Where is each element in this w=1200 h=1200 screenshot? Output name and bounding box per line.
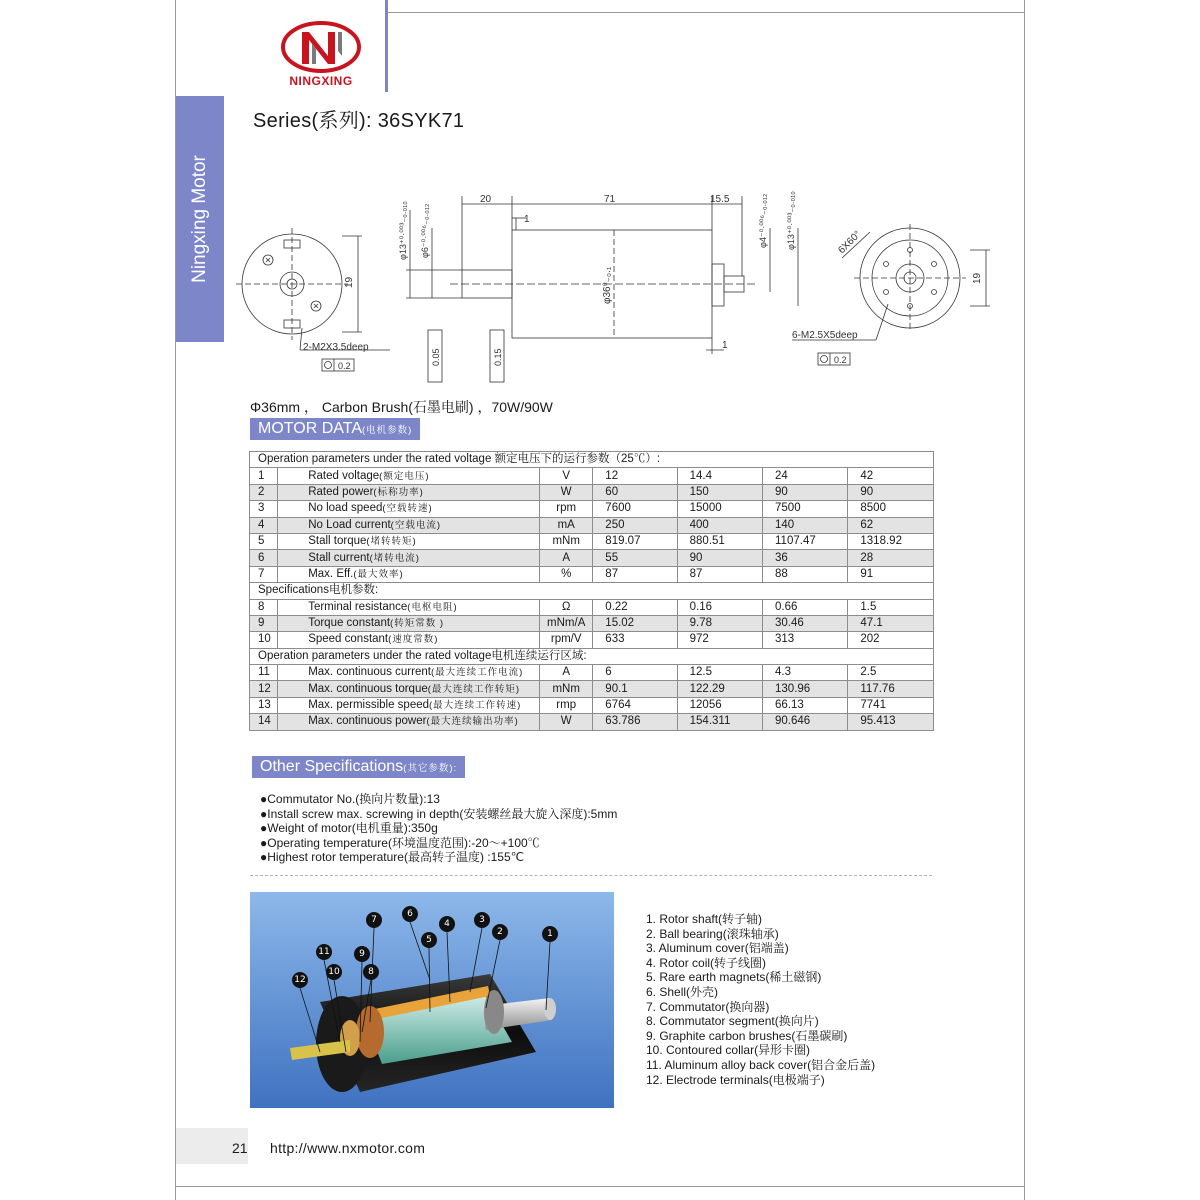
value-cell: 91: [848, 566, 934, 582]
row-number: 11: [250, 665, 278, 681]
table-row: [250, 681, 934, 697]
value-cell: 30.46: [763, 615, 848, 631]
dia-13-left: φ13⁺⁰·⁰⁰³₋₀.₀₁₀: [398, 201, 408, 260]
callout-marker: 1: [542, 926, 558, 942]
table-section-title: Operation parameters under the rated voltage 额定电压下的运行参数（25℃）:: [250, 452, 934, 468]
callout-leader: [300, 988, 320, 1052]
part-item: 2. Ball bearing(滚珠轴承): [646, 926, 779, 941]
parameter-name: Max. continuous power: [308, 715, 427, 728]
motor-data-table-body: [250, 452, 934, 731]
value-cell: 4.3: [763, 665, 848, 681]
unit-cell: rpm: [540, 501, 593, 517]
thread-label-right: 6-M2.5X5deep: [792, 330, 858, 341]
value-cell: 87: [677, 566, 762, 582]
value-cell: 1.5: [848, 599, 934, 615]
callout-marker: 11: [316, 944, 332, 960]
value-cell: 633: [593, 632, 677, 648]
row-number: 1: [250, 468, 278, 484]
header-accent-bar: [385, 0, 388, 92]
part-item: 7. Commutator(换向器): [646, 999, 770, 1014]
value-cell: 2.5: [848, 665, 934, 681]
brand-name: NINGXING: [289, 74, 353, 88]
value-cell: 7500: [763, 501, 848, 517]
callout-marker: 3: [474, 912, 490, 928]
dim-19-left: 19: [344, 276, 355, 288]
table-row: [250, 501, 934, 517]
parameter-name: No Load current: [308, 518, 391, 531]
parameter-name: Speed constant: [308, 633, 389, 646]
value-cell: 90.1: [593, 681, 677, 697]
value-cell: 90.646: [763, 714, 848, 730]
row-number: 6: [250, 550, 278, 566]
parameter-name-cn: (空载电流): [390, 519, 441, 531]
row-number: 2: [250, 484, 278, 500]
callout-marker: 5: [421, 932, 437, 948]
value-cell: 202: [848, 632, 934, 648]
value-cell: 90: [763, 484, 848, 500]
value-cell: 15000: [677, 501, 762, 517]
frame-bottom-line: [176, 1186, 1024, 1187]
value-cell: 117.76: [848, 681, 934, 697]
part-item: 8. Commutator segment(换向片): [646, 1014, 819, 1029]
tolerance-left: 0.2: [338, 361, 351, 371]
value-cell: 150: [677, 484, 762, 500]
unit-cell: W: [540, 484, 593, 500]
parameter-name-cn: (标称功率): [373, 486, 424, 498]
callout-marker: 12: [292, 972, 308, 988]
callout-marker: 9: [354, 946, 370, 962]
parameter-name-cn: (速度常数): [388, 634, 439, 646]
table-section-row: [250, 648, 934, 664]
table-row: [250, 697, 934, 713]
parameter-name-cell: [278, 714, 540, 730]
callout-leader-lines: [250, 892, 614, 1108]
table-row: [250, 550, 934, 566]
value-cell: 63.786: [593, 714, 677, 730]
value-cell: 90: [848, 484, 934, 500]
row-number: 3: [250, 501, 278, 517]
unit-cell: rmp: [540, 697, 593, 713]
unit-cell: mNm: [540, 533, 593, 549]
value-cell: 95.413: [848, 714, 934, 730]
value-cell: 972: [677, 632, 762, 648]
value-cell: 47.1: [848, 615, 934, 631]
value-cell: 130.96: [763, 681, 848, 697]
parameter-name-cn: (最大连续工作电流): [430, 667, 524, 679]
value-cell: 140: [763, 517, 848, 533]
callout-leader: [486, 940, 500, 1008]
value-cell: 122.29: [677, 681, 762, 697]
value-cell: 36: [763, 550, 848, 566]
callout-leader: [447, 932, 450, 1002]
parameter-name-cn: (堵转电流): [369, 552, 420, 564]
value-cell: 1318.92: [848, 533, 934, 549]
other-spec-item: ●Highest rotor temperature(最高转子温度) :155℃: [260, 850, 525, 865]
parameter-name-cell: [278, 501, 540, 517]
other-spec-item: ●Operating temperature(环境温度范围):-20～+100℃: [260, 835, 540, 850]
value-cell: 87: [593, 566, 677, 582]
parameter-name-cell: [278, 566, 540, 582]
parameter-name-cell: [278, 517, 540, 533]
unit-cell: mNm/A: [540, 615, 593, 631]
other-spec-item: ●Weight of motor(电机重量):350g: [260, 821, 438, 836]
callout-marker: 6: [402, 906, 418, 922]
parameter-name-cell: [278, 615, 540, 631]
value-cell: 250: [593, 517, 677, 533]
table-row: [250, 599, 934, 615]
parameter-name-cell: [278, 533, 540, 549]
part-item: 6. Shell(外壳): [646, 984, 719, 999]
part-item: 10. Contoured collar(异形卡圈): [646, 1043, 811, 1058]
parameter-name: Rated power: [308, 485, 374, 498]
table-section-row: [250, 452, 934, 468]
value-cell: 14.4: [677, 468, 762, 484]
other-specs-heading-cn: (其它参数):: [403, 763, 458, 774]
parameter-name-cn: (堵转转矩): [366, 536, 417, 548]
row-number: 13: [250, 697, 278, 713]
parameter-name-cell: [278, 697, 540, 713]
unit-cell: W: [540, 714, 593, 730]
frame-top-line: [386, 12, 1024, 13]
table-row: [250, 714, 934, 730]
unit-cell: mA: [540, 517, 593, 533]
table-row: [250, 533, 934, 549]
frame-right-line: [1024, 0, 1025, 1200]
value-cell: 1107.47: [763, 533, 848, 549]
parameter-name: Max. Eff.: [308, 567, 354, 580]
value-cell: 6: [593, 665, 677, 681]
dim-1-top: 1: [524, 214, 530, 225]
part-item: 9. Graphite carbon brushes(石墨碳刷): [646, 1028, 848, 1043]
parts-list: [646, 912, 875, 1087]
unit-cell: Ω: [540, 599, 593, 615]
part-item: 1. Rotor shaft(转子轴): [646, 912, 763, 926]
website-url[interactable]: http://www.nxmotor.com: [270, 1140, 426, 1156]
value-cell: 62: [848, 517, 934, 533]
angle-label: 6X60°: [836, 228, 864, 257]
value-cell: 7600: [593, 501, 677, 517]
parameter-name: Torque constant: [308, 617, 391, 630]
value-cell: 12.5: [677, 665, 762, 681]
other-specs-list: [260, 792, 617, 865]
parameter-name-cn: (最大连续工作转速): [429, 700, 522, 712]
value-cell: 400: [677, 517, 762, 533]
dim-1-bottom: 1: [722, 340, 728, 351]
parameter-name: Terminal resistance: [308, 600, 408, 613]
series-title: Series(系列): 36SYK71: [253, 110, 465, 132]
row-number: 9: [250, 615, 278, 631]
row-number: 5: [250, 533, 278, 549]
parameter-name: Max. continuous current: [308, 666, 431, 679]
unit-cell: %: [540, 566, 593, 582]
motor-data-heading-cn: (电机参数): [362, 425, 413, 436]
tolerance-015: 0.15: [493, 348, 503, 366]
value-cell: 6764: [593, 697, 677, 713]
value-cell: 28: [848, 550, 934, 566]
row-number: 14: [250, 714, 278, 730]
parameter-name-cell: [278, 484, 540, 500]
callout-leader: [360, 962, 362, 1042]
callout-leader: [546, 942, 550, 1010]
parameter-name: Max. continuous torque: [308, 682, 428, 695]
callout-marker: 7: [366, 912, 382, 928]
parameter-name-cell: [278, 468, 540, 484]
value-cell: 60: [593, 484, 677, 500]
table-row: [250, 665, 934, 681]
dia-6: φ6⁻⁰·⁰⁰⁶₋₀.₀₁₂: [420, 203, 430, 258]
value-cell: 66.13: [763, 697, 848, 713]
value-cell: 313: [763, 632, 848, 648]
callout-leader: [362, 980, 371, 1032]
unit-cell: mNm: [540, 681, 593, 697]
callout-marker: 4: [439, 916, 455, 932]
value-cell: 9.78: [677, 615, 762, 631]
parameter-name-cell: [278, 665, 540, 681]
unit-cell: V: [540, 468, 593, 484]
callout-layer: [250, 892, 614, 1108]
row-number: 7: [250, 566, 278, 582]
callout-leader: [470, 928, 482, 992]
dia-13-right: φ13⁺⁰·⁰⁰³₋₀.₀₁₀: [786, 191, 796, 250]
side-tab: [176, 96, 224, 342]
value-cell: 15.02: [593, 615, 677, 631]
parameter-name-cell: [278, 550, 540, 566]
value-cell: 90: [677, 550, 762, 566]
dim-71: 71: [604, 194, 616, 205]
callout-marker: 2: [492, 924, 508, 940]
callout-leader: [429, 948, 430, 1012]
unit-cell: rpm/V: [540, 632, 593, 648]
value-cell: 7741: [848, 697, 934, 713]
callout-leader: [410, 922, 430, 980]
row-number: 12: [250, 681, 278, 697]
row-number: 8: [250, 599, 278, 615]
value-cell: 819.07: [593, 533, 677, 549]
parameter-name: No load speed: [308, 502, 383, 515]
part-item: 4. Rotor coil(转子线圈): [646, 955, 767, 970]
other-specs-heading: [252, 756, 465, 778]
parameter-name-cn: (转矩常数 ): [390, 618, 445, 630]
dia-36: φ36⁰₋₀.₁: [602, 266, 613, 304]
value-cell: 42: [848, 468, 934, 484]
parameter-name-cell: [278, 599, 540, 615]
value-cell: 8500: [848, 501, 934, 517]
callout-marker: 10: [326, 964, 342, 980]
dim-19-right: 19: [972, 272, 983, 284]
parameter-name: Stall torque: [308, 535, 367, 548]
value-cell: 0.16: [677, 599, 762, 615]
value-cell: 0.22: [593, 599, 677, 615]
parameter-name-cn: (额定电压): [379, 470, 430, 482]
unit-cell: A: [540, 665, 593, 681]
value-cell: 55: [593, 550, 677, 566]
parameter-name-cell: [278, 681, 540, 697]
motor-data-heading: [250, 418, 420, 440]
tolerance-right: 0.2: [834, 355, 847, 365]
part-item: 5. Rare earth magnets(稀土磁钢): [646, 970, 822, 985]
part-item: 11. Aluminum alloy back cover(铝合金后盖): [646, 1057, 876, 1072]
parameter-name-cn: (最大连续输出功率): [426, 716, 519, 728]
tolerance-005: 0.05: [431, 348, 441, 366]
table-row: [250, 632, 934, 648]
part-item: 12. Electrode terminals(电极端子): [646, 1072, 825, 1087]
value-cell: 154.311: [677, 714, 762, 730]
unit-cell: A: [540, 550, 593, 566]
callout-marker: 8: [363, 964, 379, 980]
row-number: 4: [250, 517, 278, 533]
parameter-name-cn: (最大连续工作转矩): [427, 683, 521, 695]
rear-end-view: [792, 224, 990, 340]
other-spec-item: ●Install screw max. screwing in depth(安装螺丝最大旋入深度):5mm: [260, 806, 618, 821]
value-cell: 880.51: [677, 533, 762, 549]
other-spec-item: ●Commutator No.(换向片数量):13: [260, 792, 440, 806]
part-item: 3. Aluminum cover(铝端盖): [646, 941, 789, 956]
motor-data-heading-en: MOTOR DATA: [258, 420, 362, 437]
row-number: 10: [250, 632, 278, 648]
parameter-name: Max. permissible speed: [308, 699, 430, 712]
parameter-name: Rated voltage: [308, 469, 380, 482]
table-row: [250, 468, 934, 484]
parameter-name: Stall current: [308, 551, 370, 564]
section-divider: [250, 875, 932, 876]
dia-4: φ4⁻⁰·⁰⁰⁶₋₀.₀₁₂: [758, 193, 768, 248]
side-label: Ningxing Motor: [189, 155, 210, 283]
other-specs-heading-en: Other Specifications: [260, 758, 404, 775]
table-row: [250, 484, 934, 500]
parameter-name-cell: [278, 632, 540, 648]
table-section-title: Operation parameters under the rated voltage电机连续运行区域:: [250, 648, 934, 664]
parameter-name-cn: (空载转速): [382, 503, 433, 515]
spec-line: Φ36mm ， Carbon Brush(石墨电刷) ，70W/90W: [250, 399, 553, 415]
dim-15-5: 15.5: [710, 194, 730, 205]
dim-20: 20: [480, 194, 492, 205]
page-number: 21: [232, 1140, 248, 1156]
parameter-name-cn: (最大效率): [353, 568, 404, 580]
motor-data-table: [249, 451, 934, 731]
table-section-title: Specifications电机参数:: [250, 583, 934, 599]
value-cell: 24: [763, 468, 848, 484]
value-cell: 12056: [677, 697, 762, 713]
value-cell: 12: [593, 468, 677, 484]
value-cell: 0.66: [763, 599, 848, 615]
motor-dimension-drawing: [230, 188, 1010, 388]
parameter-name-cn: (电枢电阻): [407, 601, 458, 613]
table-row: [250, 566, 934, 582]
table-row: [250, 517, 934, 533]
thread-label-left: 2-M2X3.5deep: [303, 342, 369, 353]
value-cell: 88: [763, 566, 848, 582]
table-section-row: [250, 583, 934, 599]
table-row: [250, 615, 934, 631]
